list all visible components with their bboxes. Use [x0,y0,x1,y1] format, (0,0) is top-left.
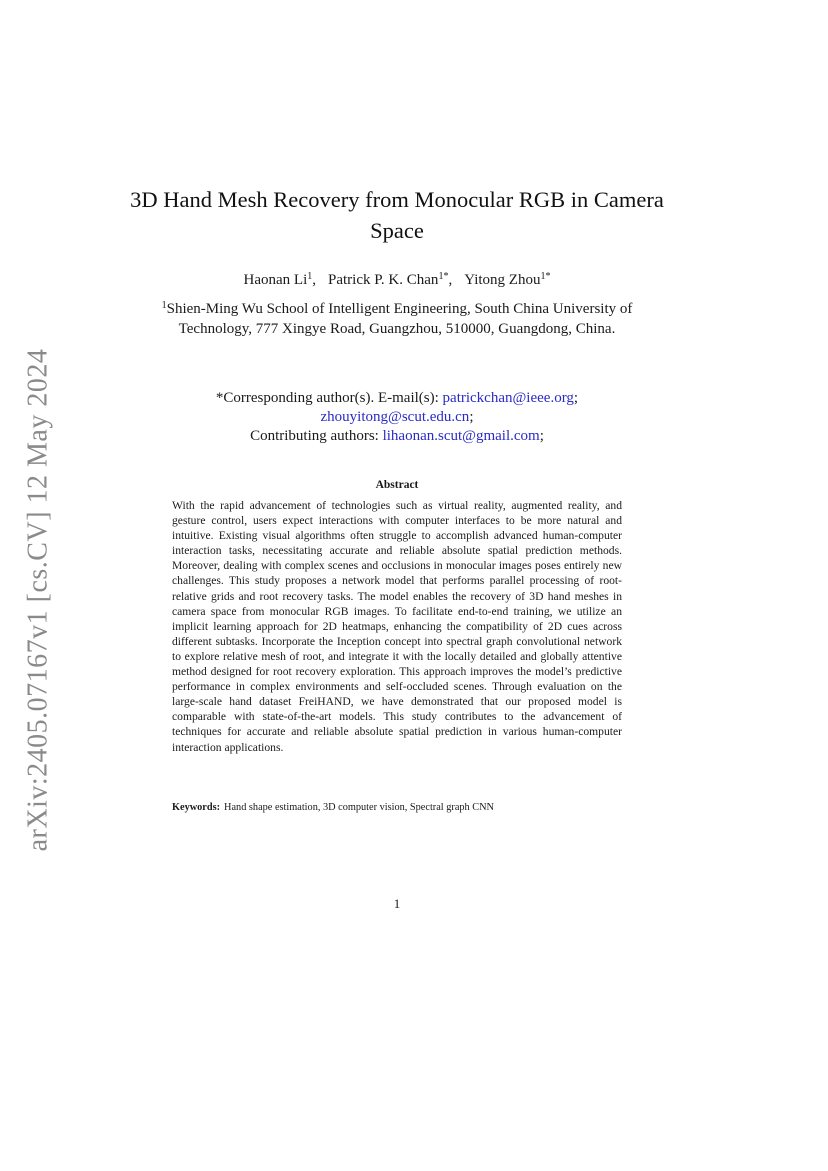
page-number: 1 [393,896,401,911]
affiliation-text: Shien-Ming Wu School of Intelligent Engineering, South China University of Technology, 777 Xingye Road, Guangzhou, 510000, Guangdong, China. [166,301,633,337]
affiliation-mark: 1 [161,300,167,311]
contributing-line [150,427,644,446]
separator: ; [539,428,544,444]
paper-title: 3D Hand Mesh Recovery from Monocular RGB in Camera Space [130,187,664,243]
keywords [172,801,622,815]
contributing-label: Contributing authors: [250,428,379,444]
corresponding-line [150,389,644,408]
author-affiliation-mark: 1* [438,271,449,282]
author-list: Haonan Li$^1$, Patrick P. K. Chan$^{1*}$, Yitong Zhou$^{1*}$ [243,271,551,288]
correspondence-block [150,389,644,446]
abstract-heading: Abstract [375,479,419,491]
keywords-text: Hand shape estimation, 3D computer vision, Spectral graph CNN [224,802,494,813]
author-name: Yitong Zhou [464,272,541,288]
separator: ; [573,390,579,406]
email-link[interactable]: zhouyitong@scut.edu.cn [320,409,470,425]
corresponding-line-2 [150,408,644,427]
arxiv-identifier-text: arXiv:2405.07167v1 [cs.CV] 12 May 2024 [22,348,54,852]
keywords-label: Keywords: [172,802,221,813]
abstract-body: With the rapid advancement of technologies such as virtual reality, augmented reality, and gesture control, users expect interactions with computer interfaces to be more natural and intuitive. Existing visual algorithms often struggle to accomplish advanced human-computer interaction tasks, necessitating accurate and reliable absolute spatial prediction methods. Moreover, dealing with complex scenes and occlusions in monocular images poses entirely new challenges. This study proposes a network model that performs parallel processing of root-relative grids and root recovery tasks. The model enables the recovery of 3D hand meshes in camera space from monocular RGB images. To facilitate end-to-end training, we utilize an implicit learning approach for 2D heatmaps, enhancing the compatibility of 2D cues across different subtasks. Incorporate the Inception concept into spectral graph convolutional network to explore relative mesh of root, and integrate it with the locally detailed and globally attentive method designed for root recovery exploration. This approach improves the model’s predictive performance in complex environments and self-occluded scenes. Through evaluation on the large-scale hand dataset FreiHAND, we have demonstrated that our proposed model is comparable with state-of-the-art models. This study contributes to the advancement of techniques for accurate and reliable absolute spatial prediction in various human-computer interaction applications. [172,499,622,754]
email-link[interactable]: lihaonan.scut@gmail.com [382,428,540,444]
affiliation [160,300,634,339]
email-link[interactable]: patrickchan@ieee.org [442,390,574,406]
corresponding-label: *Corresponding author(s). E-mail(s): [215,390,439,406]
author-affiliation-mark: 1 [307,271,313,282]
author-name: Patrick P. K. Chan [328,272,439,288]
author-name: Haonan Li [243,272,308,288]
author-affiliation-mark: 1* [540,271,551,282]
arxiv-identifier-stamp [8,348,68,852]
separator: ; [469,409,474,425]
